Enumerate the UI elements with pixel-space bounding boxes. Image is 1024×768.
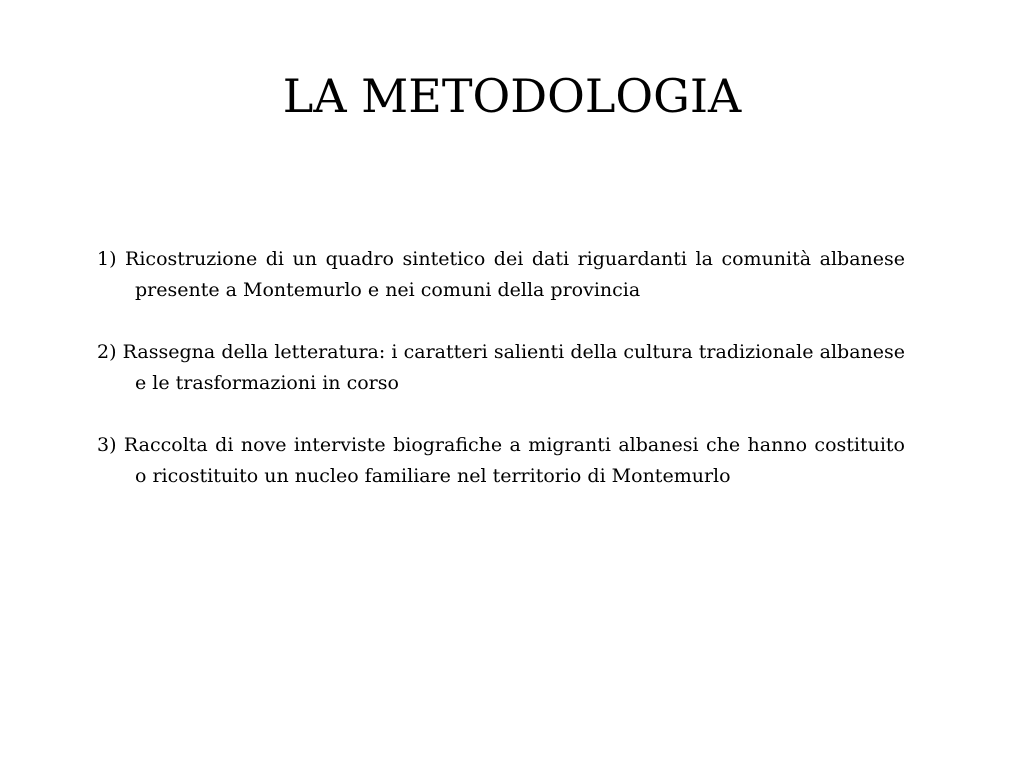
list-item: 2) Rassegna della letteratura: i caratteri salienti della cultura tradizionale albanese e le trasformazioni in corso bbox=[97, 341, 905, 394]
methodology-list bbox=[97, 244, 905, 492]
slide-title: LA METODOLOGIA bbox=[282, 69, 742, 123]
list-item: 1) Ricostruzione di un quadro sintetico dei dati riguardanti la comunità albanese presente a Montemurlo e nei comuni della provincia bbox=[97, 248, 905, 301]
list-item: 3) Raccolta di nove interviste biografiche a migranti albanesi che hanno costituito o ricostituito un nucleo familiare nel territorio di Montemurlo bbox=[97, 434, 905, 487]
